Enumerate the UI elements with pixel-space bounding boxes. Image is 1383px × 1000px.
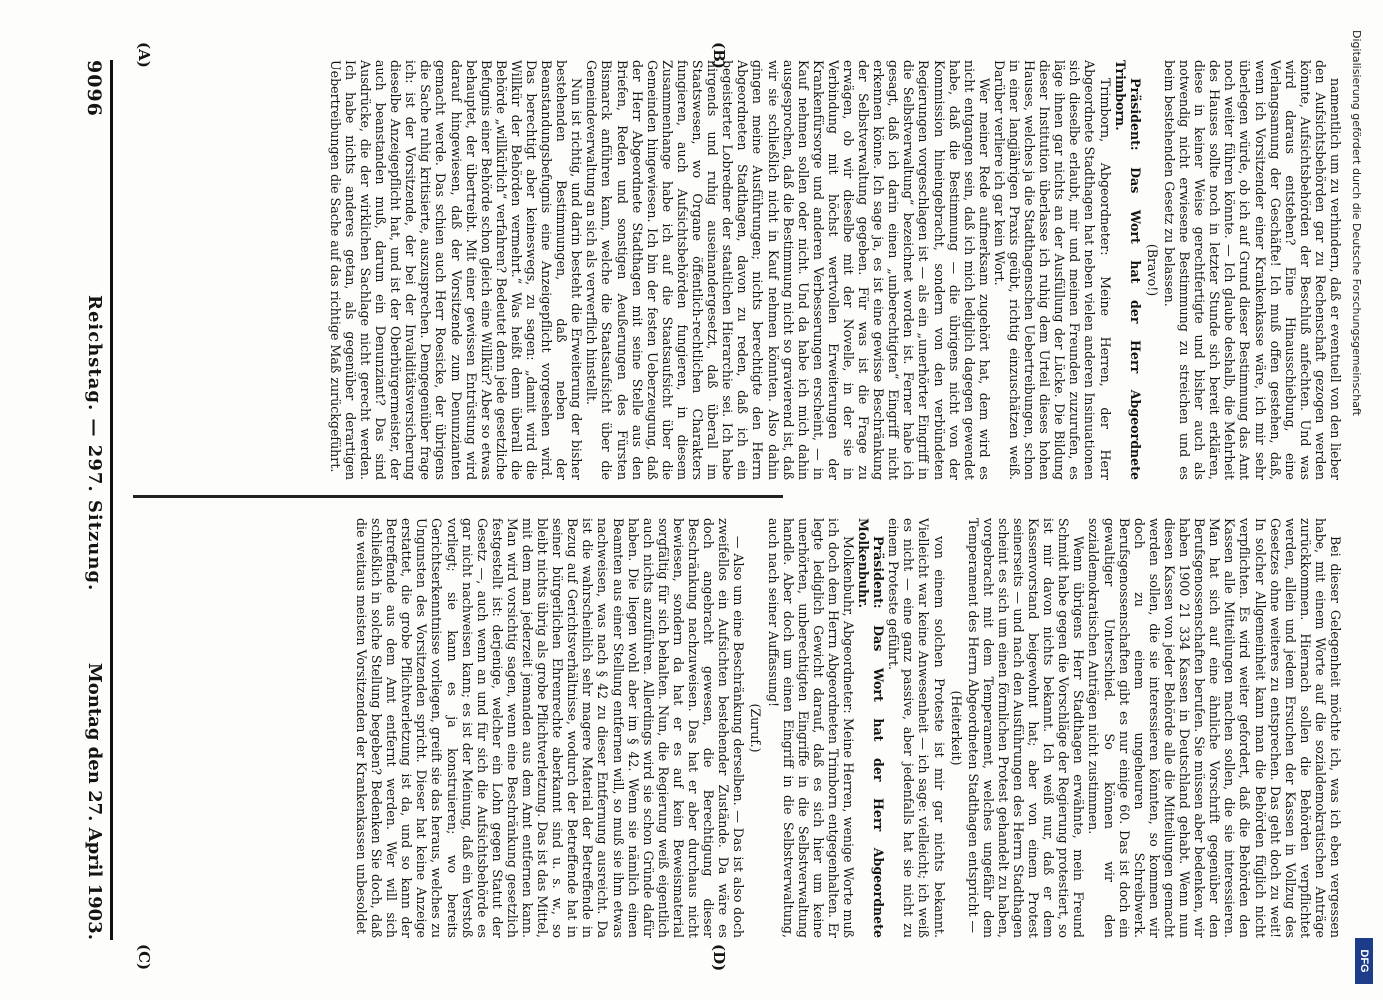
paragraph: von einem solchen Proteste ist mir gar nichts bekannt. Vielleicht war keine Anwesenheit — ich sage: vielleicht; ich weiß es nicht — eine ganz passive, aber jedenfalls hat sie nicht zu einem Proteste geführt.: [886, 518, 947, 938]
right-column: [118, 518, 1343, 938]
margin-mark-c: (C): [135, 944, 153, 971]
dfg-logo: DFG: [1355, 938, 1373, 984]
paragraph: Bei dieser Gelegenheit möchte ich, was ich eben vergessen habe, mit einem Worte auf die sozialdemokratischen Anträge zurückkommen. Hiernach sollen die Behörden verpflichtet werden, allein und jedem Ersuchen der Kassen in Vollzug des Gesetzes ohne weiteres zu entsprechen. Das geht doch zu weit! In solcher Allgemeinheit kann man die Behörden füglich nicht verpflichten. Es wird weiter gefordert, daß die Behörden den Kassen alle Mitteilungen machen sollen, die sie interessieren. Man hat sich auf eine ähnliche Vorschrift gegenüber den Berufsgenossenschaften berufen. Sie müssen aber bedenken, wir haben 1900 21 334 Kassen in Deutschland gehabt. Wenn nun diesen Kassen von jeder Behörde alle die Mitteilungen gemacht werden sollen, die sie interessieren könnten, so kommen wir doch zu einem ungeheuren Schreibwerk. Berufsgenossenschaften gibt es nur einige 60. Das ist doch ein gewaltiger Unterschied. So können wir den sozialdemokratischen Anträgen nicht zustimmen.: [1086, 518, 1343, 938]
funding-note: Digitalisierung gefördert durch die Deutsche Forschungsgemeinschaft: [1350, 30, 1363, 416]
laughter-note: (Heiterkeit): [948, 690, 964, 766]
session-date: Montag den 27. April 1903.: [84, 662, 105, 940]
paragraph: namentlich um zu verhindern, daß er eventuell von den lieber den Aufsichtsbehörden gar zu Rechenschaft gezogen werden könnte, Aufsichtsbehörden der Beschluß anfechten. Und was wird daraus entstehen? Eine Hinausschiebung, eine Verlangsamung der Geschäfte! Ich muß offen gestehen, daß, wenn ich Vorsitzender einer Krankenkasse wäre, ich mir sehr überlegen würde, ob ich auf Grund dieser Bestimmung das Amt noch weiter führen könnte. — Ich glaube deshalb, die Mehrheit des Hauses sollte noch in letzter Stunde sich bereit erklären, diese in keiner Weise gerechtfertigte und bisher auch als notwendig nicht erwiesene Bestimmung zu streichen und es beim bestehenden Gesetz zu belassen.: [1161, 60, 1343, 480]
margin-mark-a: (A): [135, 42, 153, 68]
margin-mark-d: (D): [710, 944, 728, 972]
paragraph: — Also um eine Beschränkung derselben. — Das ist also doch zweifellos ein Aufsichten bestehender Zustände. Da wäre es doch angebracht gewesen, die Berechtigung dieser Beschränkung nachzuweisen. Das hat er aber durchaus nicht bewiesen, sondern da hat er es auf kein Beweismaterial sorgfältig für sich behalten. Nun, die Regierung weiß eigentlich auch nichts anzuführen. Allerdings wird sie schon Gründe dafür haben. Die liegen wohl aber im § 42. Wenn sie nämlich einen Beamten aus einer Stellung entfernen will, so muß sie ihm etwas nachweisen, was nach § 42 zu dieser Entfernung ausreicht. Da ist die wahrscheinlich sehr magere Material der Betreffende in Bezug auf Gerichtsverhältnisse, wodurch der Betreffende hat in seiner bürgerlichen Ehrenrechte aberkannt sind u. s. w., so bleibt nichts übrig als grobe Pflichtverletzung. Das ist das Mittel, mit dem man jederzeit jemanden aus dem Amt entfernen kann. Man wird vorsichtig sagen, wenn eine Beschränkung gesetzlich festgestellt ist: derjenige, welcher ein Lohn gegen Statut der Gesetz —, auch wenn an und für sich die Aufsichtsbehörde es gar nicht nachweisen kann; es ist der Meinung, daß ein Verstoß vorliegt; sie kann es ja konstruieren; wo bereits Gerichtserkenntnisse vorliegen, greift sie das heraus, welches zu Ungunsten des Vorsitzenden spricht. Dieser hat keine Anzeige erstattet, die grobe Pflichtverletzung ist da, und so kann der Betreffende aus dem Amt entfernt werden. Wer will sich schließlich in solche Stellung begeben? Bedenken Sie doch, daß die weitaus meisten Vorsitzenden der Krankenkassen unbesoldet: [354, 518, 747, 938]
page-number: 9096: [83, 60, 105, 117]
paragraph: Wenn übrigens Herr Stadthagen erwähnte, mein Freund Schmidt habe gegen die Vorschläge der Regierung protestiert, so ist mir davon nichts bekannt. Ich weiß nur, daß er dem Kassenvorstand beigewohnt hat; aber von einem Protest seinerseits — und nach den Ausführungen des Herrn Stadthagen scheint es sich um einen förmlichen Protest gehandelt zu haben, vorgebracht mit dem Temperament, welches ungefähr dem Temperament des Herrn Abgeordneten Stadthagen entspricht —: [965, 518, 1087, 938]
margin-mark-b: (B): [710, 42, 728, 69]
paragraph: Wer meiner Rede aufmerksam zugehört hat, dem wird es nicht entgangen sein, daß ich mich lediglich dagegen gewendet habe, daß die Bestimmung — die übrigens nicht von der Kommission hineingebracht, sondern von den verbündeten Regierungen vorgeschlagen ist — als ein „unerhörter Eingriff in die Selbstverwaltung“ bezeichnet worden ist. Ferner habe ich gesagt, daß ich darin einen „unberechtigten“ Eingriff nicht erkennen könne. Ich sage ja, es ist eine gewisse Beschränkung der Selbstverwaltung gegeben. Für was ist die Frage zu erwägen, ob wir dieselbe mit der Novelle, in der sie in Verbindung mit höchst wertvollen Erweiterungen der Krankenfürsorge und anderen Verbesserungen erscheint, — in Kauf nehmen sollen oder nicht. Und da habe ich mich dahin ausgesprochen, daß die Bestimmung nicht so gravierend ist, daß wir sie schließlich nicht in Kauf nehmen könnten. Also dahin gingen meine Ausführungen; nichts berechtigte den Herrn Abgeordneten Stadthagen, davon zu reden, daß ich ein begeisterter Lobredner der staatlichen Hierarchie sei. Ich habe nirgends und ruhig auseinandergesetzt, daß überall im Staatswesen, wo Organe öffentlich-rechtlichen Charakters fungieren, auch Aufsichtsbehörden fungieren, in diesem Zusammenhange habe ich auf die Staatsaufsicht über die Gemeinden hingewiesen. Ich bin der festen Ueberzeugung, daß der Herr Abgeordnete Stadthagen mit seine Stelle aus den Briefen, Reden und sonstigen Aeußerungen des Fürsten Bismarck anführen kann, welche die Staatsaufsicht über die Gemeindeverwaltung an sich als verwerflich hinstellt.: [584, 60, 992, 480]
column-divider: [133, 495, 783, 498]
president-remark: Präsident: Das Wort hat der Herr Abgeordnete Trimborn.: [1112, 60, 1143, 480]
paragraph: Trimborn, Abgeordneter: Meine Herren, der Herr Abgeordnete Stadthagen hat neben vielen anderen Insinuationen sich dieselbe erlaubt, mir und meinen Freunden zuzurufen, es läge ihnen gar nichts an der Ausfüllung der Lücke. Die Bildung dieser Institution überlasse ich ruhig dem Urteil dieses hohen Hauses, welches ja die Stadthagenschen Uebertreibungen, schon in einer langjährigen Praxis geübt, richtig einzuschätzen weiß. Darüber verliere ich gar kein Wort.: [991, 60, 1113, 480]
applause-note: (Bravo!): [1144, 243, 1160, 297]
president-remark: Präsident: Das Wort hat der Herr Abgeordnete Molkenbuhr.: [856, 518, 887, 938]
left-column: [118, 60, 1343, 480]
header-rule: [110, 60, 113, 940]
interjection-note: (Zuruf.): [748, 703, 764, 753]
page-header: [81, 60, 105, 940]
paragraph: Molkenbuhr, Abgeordneter: Meine Herren, wenige Worte muß ich doch dem Herrn Abgeordneten Trimborn entgegenhalten. Er legte lediglich Gewicht darauf, daß es sich hier um keine unerhörten, unberechtigten Eingriffe in die Selbstverwaltung handle. Aber doch um einen Eingriff in die Selbstverwaltung, auch nach seiner Auffassung!: [765, 518, 856, 938]
page-title: Reichstag. — 297. Sitzung.: [84, 295, 105, 592]
paragraph: Nun ist richtig, und darin besteht die Erweiterung der bisher bestehenden Bestimmungen, daß neben der Beanstandungsbefugnis eine Anzeigepflicht vorgesehen wird. Das berechtigt aber keineswegs, zu sagen: „damit wird die Willkür der Behörden vermehrt.“ Was heißt denn überall die Behörde „willkürlich“ verfahren? Bedeutet denn jede gesetzliche Befugnis einer Behörde schon gleich eine Willkür? Aber so etwas behauptet, der übertreibt. Mit einer gewissen Entrüstung wird darauf hingewiesen, daß der Vorsitzende zum Denunzianten gemacht werde. Das schien auch Herr Roesicke, der übrigens die Sache ruhig kritisierte, auszusprechen. Demgegenüber frage ich: ist der Vorsitzende, der bei der Invaliditätsversicherung dieselbe Anzeigepflicht hat, und ist der Oberbürgermeister, der auch beanstanden muß, darum ein Denunziant? Das sind Ausdrücke, die der wirklichen Sachlage nicht gerecht werden. Ich habe nichts anderes getan, als gegenüber derartigen Uebertreibungen die Sache auf das richtige Maß zurückgeführt.: [327, 60, 585, 480]
